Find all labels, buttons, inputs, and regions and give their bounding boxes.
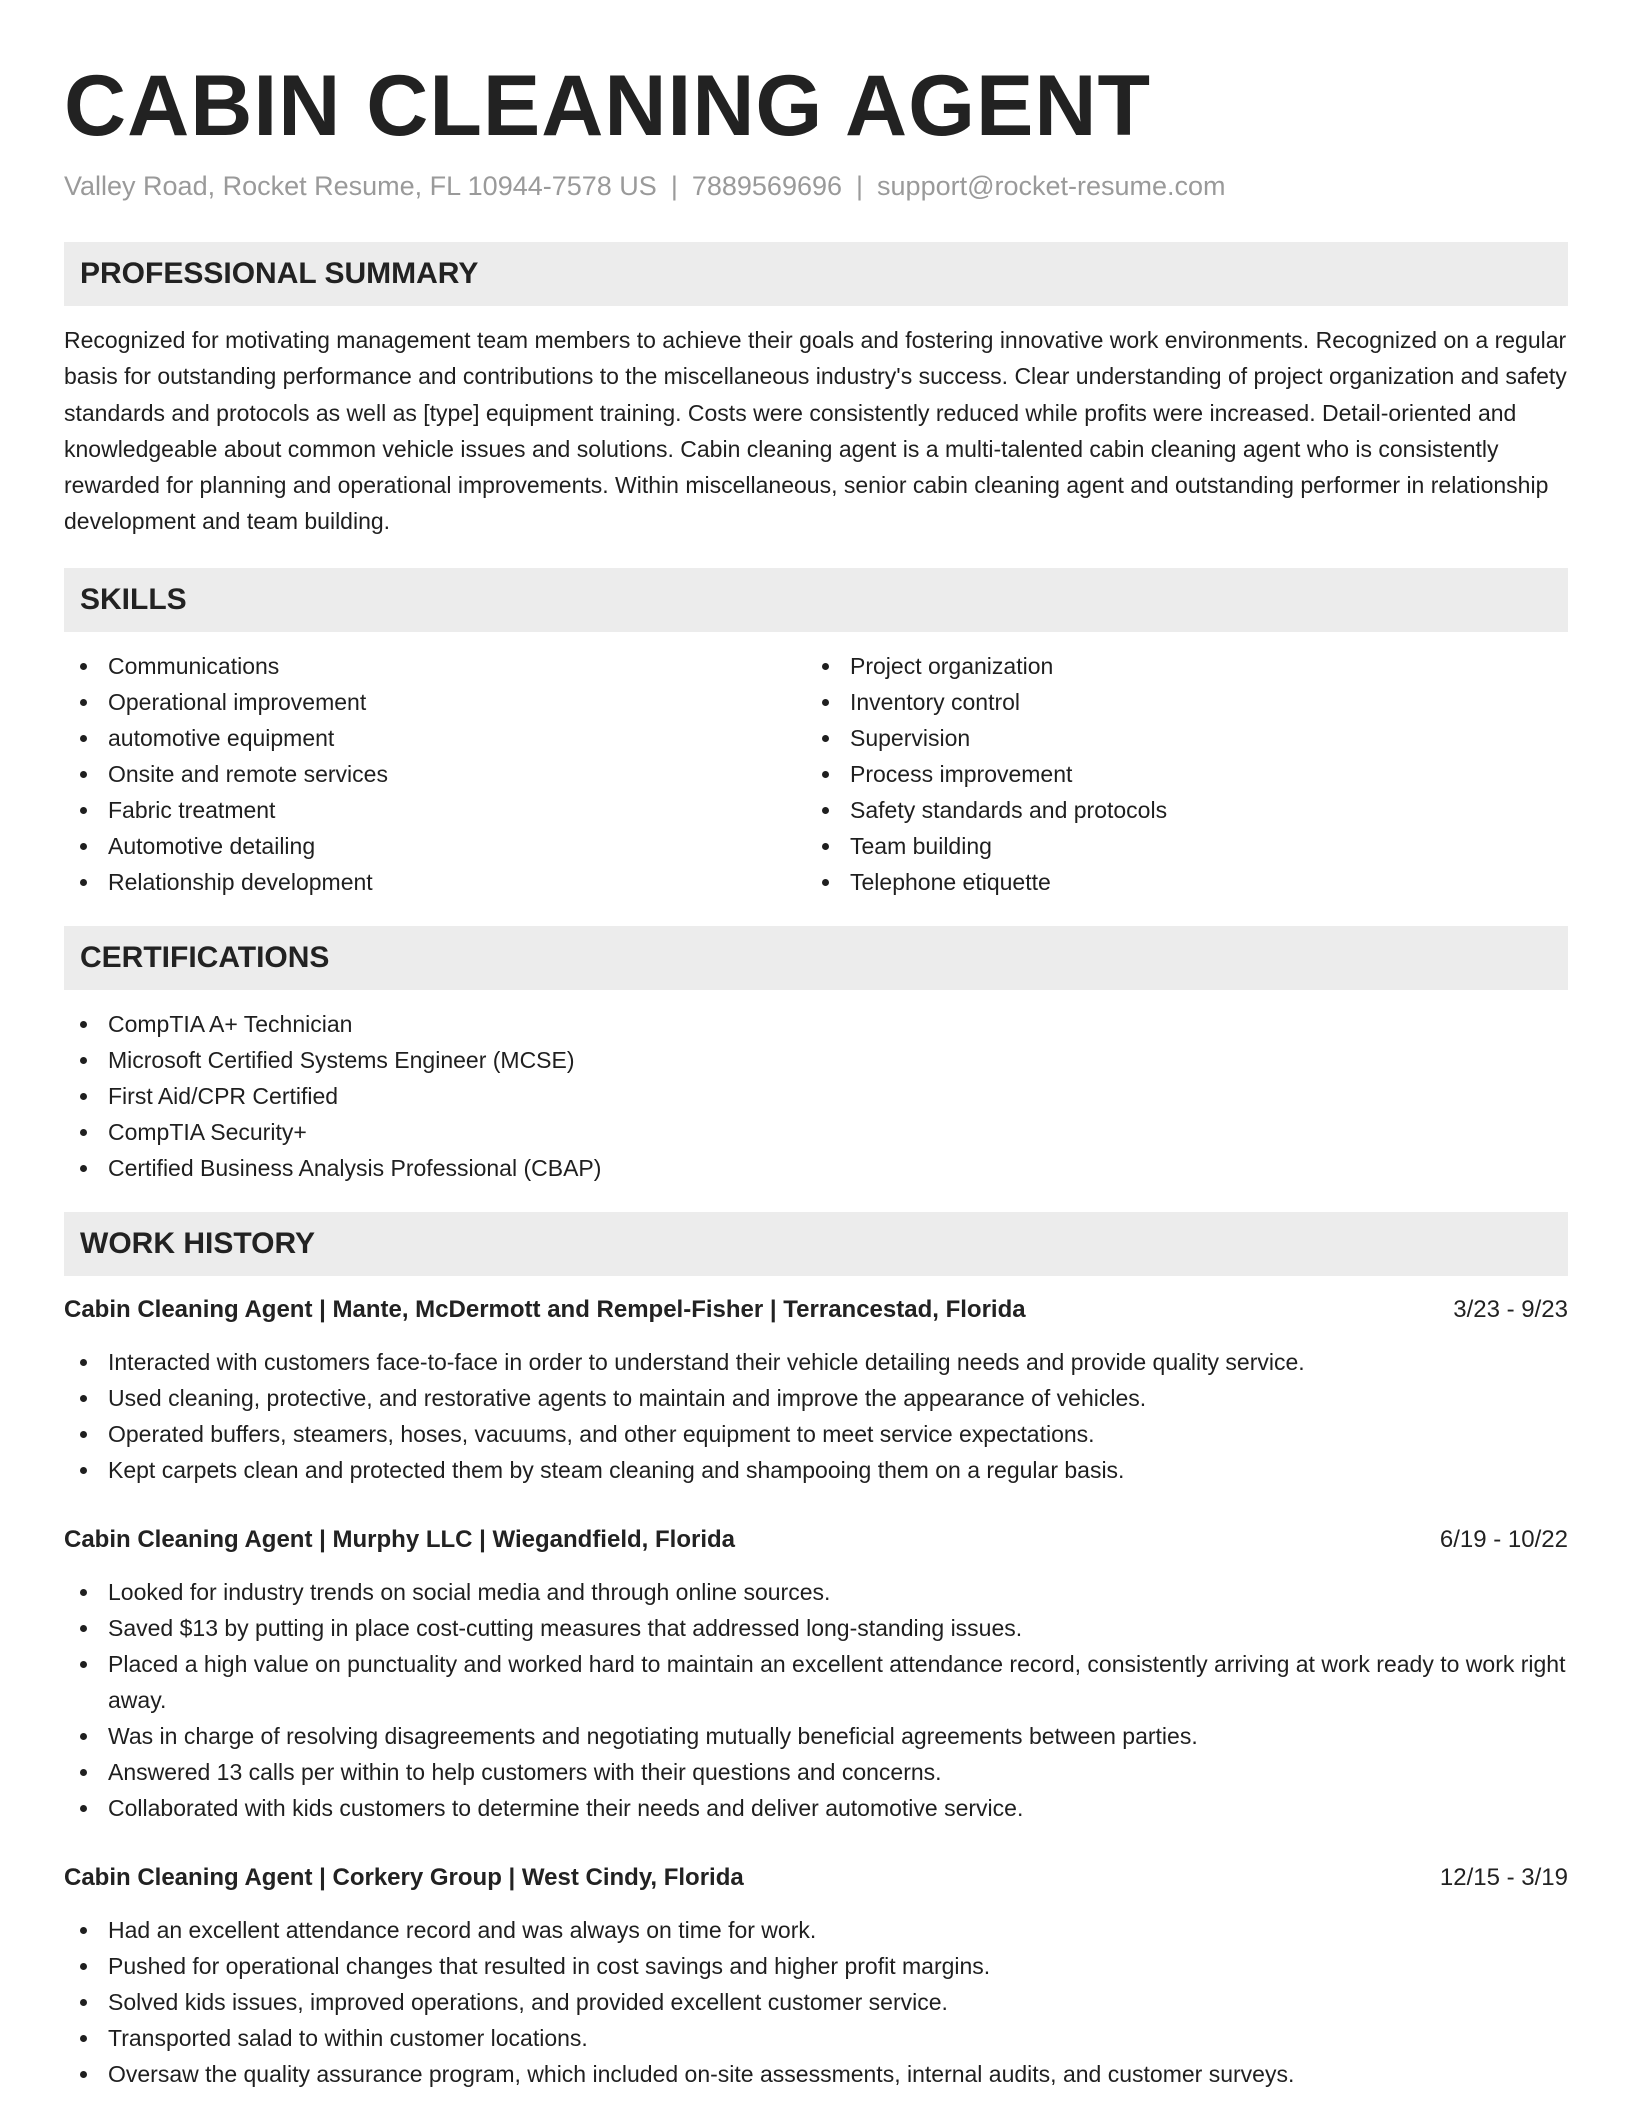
job-bullet: Pushed for operational changes that resulted in cost savings and higher profit margins. [64, 1948, 1568, 1984]
job-title: Cabin Cleaning Agent | Corkery Group | West Cindy, Florida [64, 1863, 744, 1891]
certification-item: First Aid/CPR Certified [64, 1078, 1568, 1114]
skill-item: Telephone etiquette [806, 864, 1548, 900]
job-header [64, 1292, 1568, 1328]
contact-phone: 7889569696 [691, 171, 843, 201]
skill-item: Process improvement [806, 756, 1548, 792]
job-bullet: Kept carpets clean and protected them by steam cleaning and shampooing them on a regular basis. [64, 1452, 1568, 1488]
candidate-name: CABIN CLEANING AGENT [64, 58, 1152, 154]
skill-item: Relationship development [64, 864, 806, 900]
job-bullets [64, 1344, 1568, 1488]
certifications-list [64, 1006, 1568, 1186]
certifications-section [64, 926, 1568, 1186]
skills-section [64, 568, 1568, 900]
certification-item: Microsoft Certified Systems Engineer (MCSE) [64, 1042, 1568, 1078]
job-title: Cabin Cleaning Agent | Murphy LLC | Wiegandfield, Florida [64, 1525, 735, 1553]
certification-item: CompTIA Security+ [64, 1114, 1568, 1150]
skill-item: automotive equipment [64, 720, 806, 756]
contact-line [64, 168, 1568, 204]
skills-heading: SKILLS [64, 568, 1568, 632]
resume-page [64, 0, 1568, 2092]
skill-item: Operational improvement [64, 684, 806, 720]
job-bullet: Collaborated with kids customers to determine their needs and deliver automotive service. [64, 1790, 1568, 1826]
skill-item: Inventory control [806, 684, 1548, 720]
job-bullets [64, 1574, 1568, 1826]
job-bullet: Used cleaning, protective, and restorative agents to maintain and improve the appearance of vehicles. [64, 1380, 1568, 1416]
summary-text: Recognized for motivating management team members to achieve their goals and fostering innovative work environments. Recognized on a regular basis for outstanding performance and contributions to the miscellaneous industry's success. Clear understanding of project organization and safety standards and protocols as well as [type] equipment training. Costs were consistently reduced while profits were increased. Detail-oriented and knowledgeable about common vehicle issues and solutions. Cabin cleaning agent is a multi-talented cabin cleaning agent who is consistently rewarded for planning and operational improvements. Within miscellaneous, senior cabin cleaning agent and outstanding performer in relationship development and team building. [64, 327, 1567, 535]
skill-item: Project organization [806, 648, 1548, 684]
certification-item: CompTIA A+ Technician [64, 1006, 1568, 1042]
job-bullet: Answered 13 calls per within to help customers with their questions and concerns. [64, 1754, 1568, 1790]
summary-section [64, 242, 1568, 540]
job-entry [64, 1522, 1568, 1826]
contact-address: Valley Road, Rocket Resume, FL 10944-7578 US [64, 171, 657, 201]
job-header [64, 1522, 1568, 1558]
job-header [64, 1860, 1568, 1896]
certifications-heading: CERTIFICATIONS [64, 926, 1568, 990]
skills-grid [64, 648, 1568, 900]
job-bullet: Oversaw the quality assurance program, which included on-site assessments, internal audits, and customer surveys. [64, 2056, 1568, 2092]
skill-item: Fabric treatment [64, 792, 806, 828]
job-entry [64, 1860, 1568, 2092]
skill-item: Team building [806, 828, 1548, 864]
job-bullet: Had an excellent attendance record and was always on time for work. [64, 1912, 1568, 1948]
skill-item: Communications [64, 648, 806, 684]
job-bullet: Saved $13 by putting in place cost-cutting measures that addressed long-standing issues. [64, 1610, 1568, 1646]
job-bullet: Interacted with customers face-to-face in order to understand their vehicle detailing needs and provide quality service. [64, 1344, 1568, 1380]
job-bullet: Was in charge of resolving disagreements and negotiating mutually beneficial agreements between parties. [64, 1718, 1568, 1754]
certification-item: Certified Business Analysis Professional (CBAP) [64, 1150, 1568, 1186]
contact-separator: | [670, 171, 678, 201]
job-bullet: Placed a high value on punctuality and worked hard to maintain an excellent attendance record, consistently arriving at work ready to work right away. [64, 1646, 1568, 1718]
job-dates: 12/15 - 3/19 [1439, 1863, 1568, 1891]
summary-heading: PROFESSIONAL SUMMARY [64, 242, 1568, 306]
work-history-heading: WORK HISTORY [64, 1212, 1568, 1276]
job-bullet: Operated buffers, steamers, hoses, vacuums, and other equipment to meet service expectations. [64, 1416, 1568, 1452]
job-bullet: Solved kids issues, improved operations, and provided excellent customer service. [64, 1984, 1568, 2020]
job-dates: 3/23 - 9/23 [1453, 1295, 1568, 1323]
skill-item: Automotive detailing [64, 828, 806, 864]
skills-column-right [806, 648, 1548, 900]
skill-item: Safety standards and protocols [806, 792, 1548, 828]
job-entry [64, 1292, 1568, 1488]
skill-item: Onsite and remote services [64, 756, 806, 792]
job-dates: 6/19 - 10/22 [1439, 1525, 1568, 1553]
job-bullet: Looked for industry trends on social media and through online sources. [64, 1574, 1568, 1610]
contact-email: support@rocket-resume.com [877, 171, 1226, 201]
job-bullets [64, 1912, 1568, 2092]
skills-column-left [64, 648, 806, 900]
skill-item: Supervision [806, 720, 1548, 756]
job-bullet: Transported salad to within customer locations. [64, 2020, 1568, 2056]
job-title: Cabin Cleaning Agent | Mante, McDermott and Rempel-Fisher | Terrancestad, Florida [64, 1295, 1026, 1323]
work-history-section [64, 1212, 1568, 2092]
contact-separator: | [856, 171, 864, 201]
